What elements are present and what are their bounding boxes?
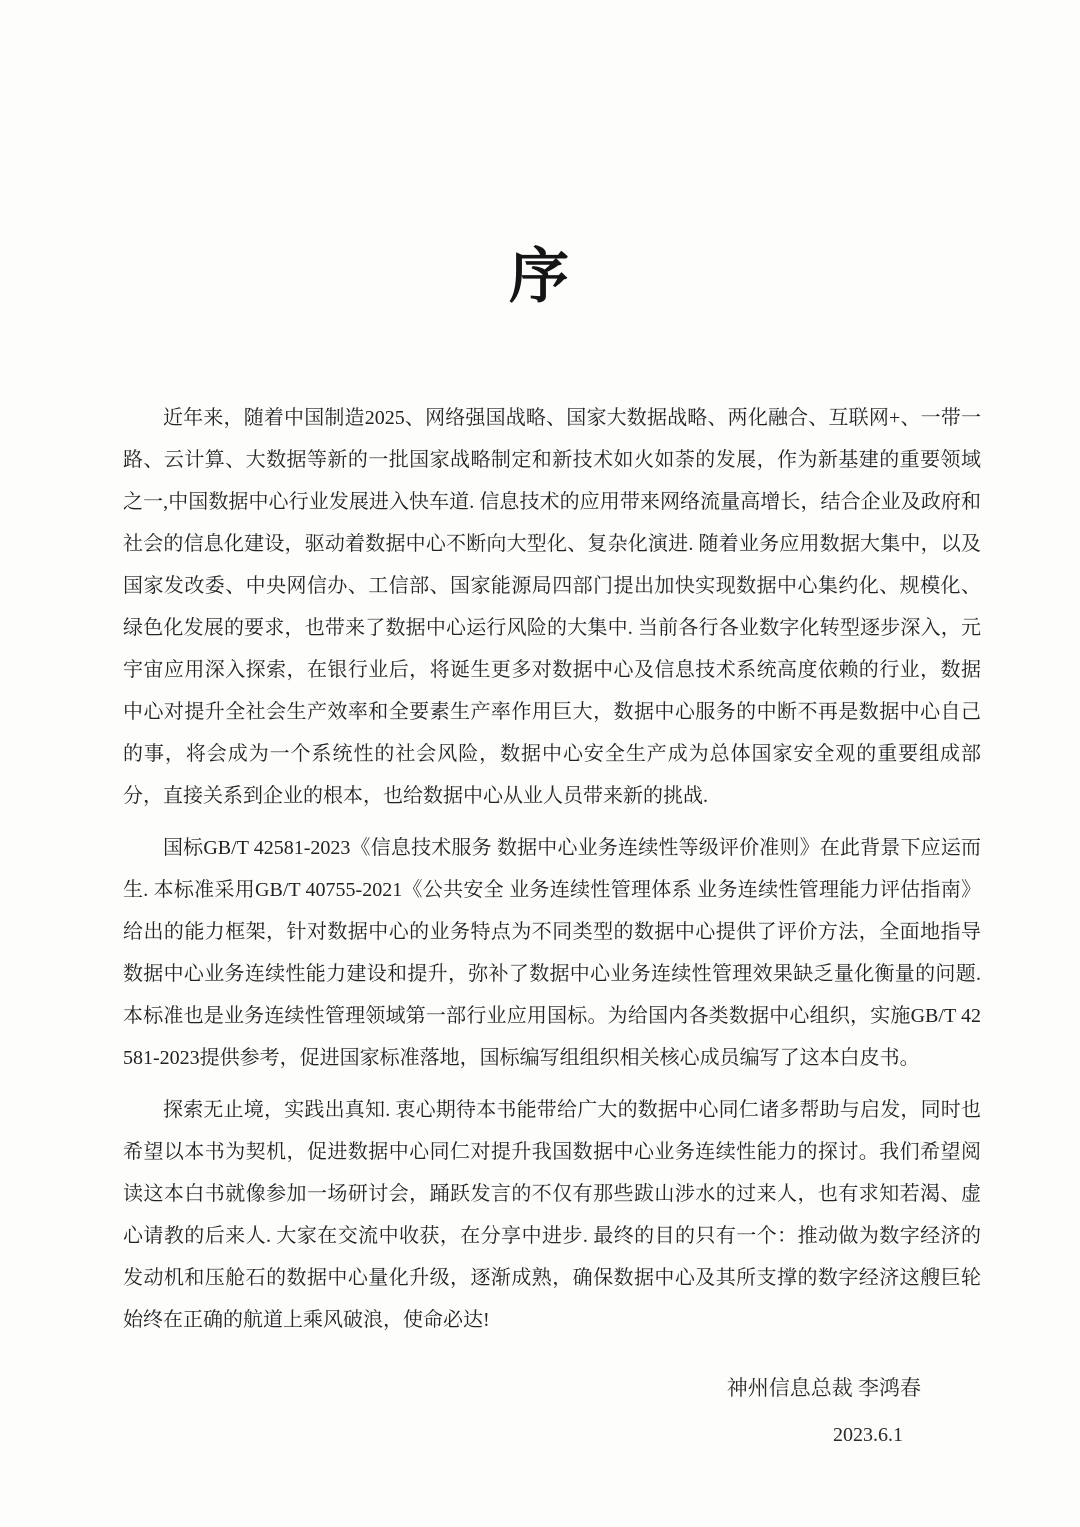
signature-block <box>123 1373 981 1449</box>
signature: 神州信息总裁 李鸿春 <box>726 1376 921 1400</box>
signature-date: 2023.6.1 <box>833 1424 903 1446</box>
preface-paragraph-2: 国标GB/T 42581-2023《信息技术服务 数据中心业务连续性等级评价准则》在此背景下应运而生. 本标准采用GB/T 40755-2021《公共安全 业务连续性管理体系 业务连续性管理能力评估指南》给出的能力框架，针对数据中心的业务特点为不同类型的数据中心提供了评价方法，全面地指导数据中心业务连续性能力建设和提升，弥补了数据中心业务连续性管理效果缺乏量化衡量的问题. 本标准也是业务连续性管理领域第一部行业应用国标。为给国内各类数据中心组织，实施GB/T 42581-2023提供参考，促进国家标准落地，国标编写组组织相关核心成员编写了这本白皮书。 <box>123 837 981 1069</box>
page-title: 序 <box>509 244 571 310</box>
preface-paragraph-3: 探索无止境，实践出真知. 衷心期待本书能带给广大的数据中心同仁诸多帮助与启发，同时也希望以本书为契机，促进数据中心同仁对提升我国数据中心业务连续性能力的探讨。我们希望阅读这本白书就像参加一场研讨会，踊跃发言的不仅有那些跋山涉水的过来人，也有求知若渴、虚心请教的后来人. 大家在交流中收获，在分享中进步. 最终的目的只有一个：推动做为数字经济的发动机和压舱石的数据中心量化升级，逐渐成熟，确保数据中心及其所支撑的数字经济这艘巨轮始终在正确的航道上乘风破浪，使命必达! <box>123 1099 981 1331</box>
preface-body <box>123 397 981 1449</box>
preface-paragraph-1: 近年来，随着中国制造2025、网络强国战略、国家大数据战略、两化融合、互联网+、一带一路、云计算、大数据等新的一批国家战略制定和新技术如火如荼的发展，作为新基建的重要领域之一,中国数据中心行业发展进入快车道. 信息技术的应用带来网络流量高增长，结合企业及政府和社会的信息化建设，驱动着数据中心不断向大型化、复杂化演进. 随着业务应用数据大集中，以及国家发改委、中央网信办、工信部、国家能源局四部门提出加快实现数据中心集约化、规模化、绿色化发展的要求，也带来了数据中心运行风险的大集中. 当前各行各业数字化转型逐步深入，元宇宙应用深入探索，在银行业后，将诞生更多对数据中心及信息技术系统高度依赖的行业，数据中心对提升全社会生产效率和全要素生产率作用巨大，数据中心服务的中断不再是数据中心自己的事，将会成为一个系统性的社会风险，数据中心安全生产成为总体国家安全观的重要组成部分，直接关系到企业的根本，也给数据中心从业人员带来新的挑战. <box>123 407 981 807</box>
